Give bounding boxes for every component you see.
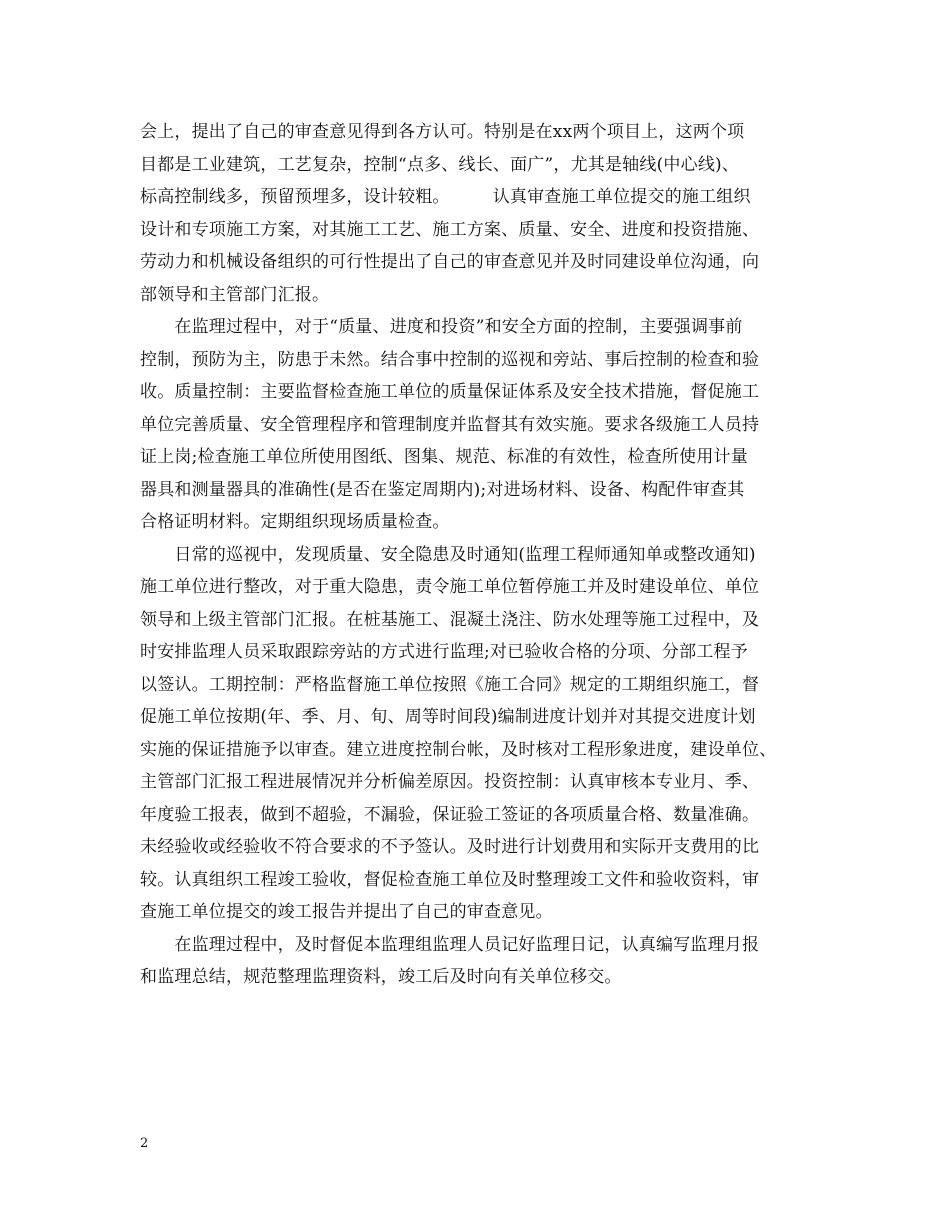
page-number: 2 <box>140 1136 149 1151</box>
text-line: 证上岗;检查施工单位所使用图纸、图集、规范、标准的有效性，检查所使用计量 <box>140 447 748 467</box>
text-line: 单位完善质量、安全管理程序和管理制度并监督其有效实施。要求各级施工人员持 <box>140 414 760 435</box>
text-line: 未经验收或经验收不符合要求的不予签认。及时进行计划费用和实际开支费用的比 <box>140 837 760 857</box>
text-line: 查施工单位提交的竣工报告并提出了自己的审查意见。 <box>140 902 553 922</box>
text-line: 日常的巡视中，发现质量、安全隐患及时通知(监理工程师通知单或整改通知) <box>140 544 756 565</box>
text-line: 时安排监理人员采取跟踪旁站的方式进行监理;对已验收合格的分项、分部工程予 <box>140 642 748 662</box>
text-line: 领导和上级主管部门汇报。在桩基施工、混凝土浇注、防水处理等施工过程中，及 <box>140 609 760 630</box>
text-line: 会上，提出了自己的审查意见得到各方认可。特别是在xx两个项目上，这两个项 <box>140 122 745 142</box>
text-line: 在监理过程中，及时督促本监理组监理人员记好监理日记，认真编写监理月报 <box>140 934 760 955</box>
text-line: 劳动力和机械设备组织的可行性提出了自己的审查意见并及时同建设单位沟通，向 <box>140 252 760 272</box>
text-line: 主管部门汇报工程进展情况并分析偏差原因。投资控制：认真审核本专业月、季、 <box>140 772 760 792</box>
text-line: 器具和测量器具的准确性(是否在鉴定周期内);对进场材料、设备、构配件审查其 <box>140 479 745 500</box>
text-line: 标高控制线多，预留预埋多，设计较粗。 认真审查施工单位提交的施工组织 <box>140 187 751 207</box>
text-line: 以签认。工期控制：严格监督施工单位按照《施工合同》规定的工期组织施工，督 <box>140 674 760 695</box>
text-line: 合格证明材料。定期组织现场质量检查。 <box>140 512 450 532</box>
text-line: 较。认真组织工程竣工验收，督促检查施工单位及时整理竣工文件和验收资料，审 <box>140 869 760 890</box>
text-line: 收。质量控制：主要监督检查施工单位的质量保证体系及安全技术措施，督促施工 <box>140 382 760 402</box>
text-line: 年度验工报表，做到不超验，不漏验，保证验工签证的各项质量合格、数量准确。 <box>140 804 760 825</box>
text-line: 部领导和主管部门汇报。 <box>140 284 330 305</box>
body-text <box>140 116 830 994</box>
text-line: 在监理过程中，对于“质量、进度和投资”和安全方面的控制，主要强调事前 <box>140 317 743 337</box>
text-line: 施工单位进行整改，对于重大隐患，责令施工单位暂停施工并及时建设单位、单位 <box>140 577 760 597</box>
text-line: 促施工单位按期(年、季、月、旬、周等时间段)编制进度计划并对其提交进度计划 <box>140 707 756 727</box>
text-line: 和监理总结，规范整理监理资料，竣工后及时向有关单位移交。 <box>140 967 622 987</box>
text-line: 控制，预防为主，防患于未然。结合事中控制的巡视和旁站、事后控制的检查和验 <box>140 349 760 370</box>
text-line: 实施的保证措施予以审查。建立进度控制台帐，及时核对工程形象进度，建设单位、 <box>140 739 777 760</box>
text-line: 目都是工业建筑，工艺复杂，控制“点多、线长、面广”，尤其是轴线(中心线)、 <box>140 154 740 175</box>
text-line: 设计和专项施工方案，对其施工工艺、施工方案、质量、安全、进度和投资措施、 <box>140 219 760 240</box>
